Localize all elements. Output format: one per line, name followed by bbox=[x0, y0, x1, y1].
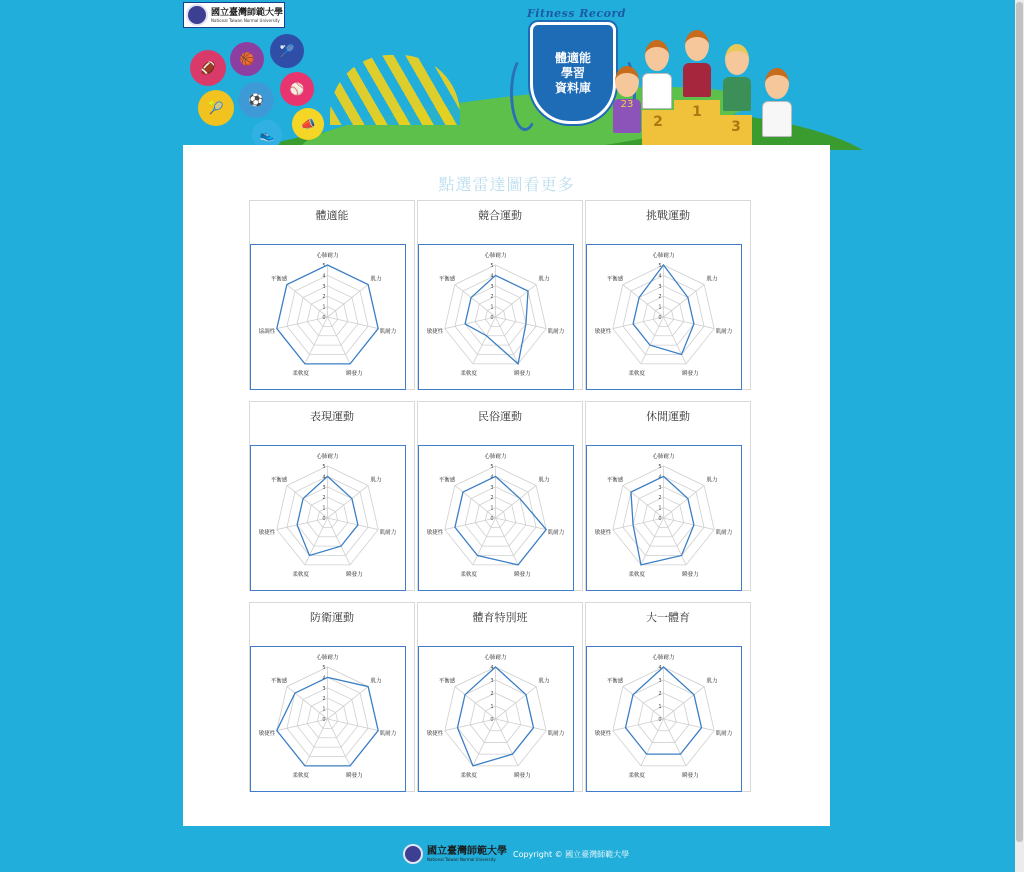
radar-scale-tick: 2 bbox=[490, 691, 494, 697]
chart-card bbox=[417, 200, 583, 390]
chart-card-title: 防衛運動 bbox=[310, 611, 354, 624]
radar-chart-link[interactable] bbox=[418, 646, 574, 792]
radar-chart bbox=[419, 245, 572, 388]
chart-card-title: 大一體育 bbox=[646, 611, 690, 624]
radar-scale-tick: 4 bbox=[490, 665, 494, 671]
chart-card bbox=[417, 401, 583, 591]
radar-chart bbox=[587, 245, 740, 388]
sneaker-icon: 👟 bbox=[252, 120, 282, 150]
radar-axis-label: 敏捷性 bbox=[426, 730, 444, 737]
radar-scale-tick: 5 bbox=[322, 263, 326, 269]
radar-chart bbox=[251, 647, 404, 790]
chart-card-title: 競合運動 bbox=[478, 209, 522, 222]
radar-axis-label: 肌耐力 bbox=[379, 328, 397, 335]
chart-card-title: 表現運動 bbox=[310, 410, 354, 423]
radar-scale-tick: 1 bbox=[490, 304, 494, 311]
radar-axis-label: 肌耐力 bbox=[379, 730, 397, 737]
radar-axis-label: 心肺耐力 bbox=[316, 253, 339, 259]
radar-axis-label: 瞬發力 bbox=[514, 370, 531, 377]
podium-second: 2 bbox=[642, 110, 674, 150]
radar-axis-label: 平衡感 bbox=[270, 477, 288, 484]
radar-scale-tick: 1 bbox=[658, 505, 662, 512]
athlete-basketball-figure: 23 bbox=[612, 66, 642, 133]
radar-axis-label: 肌力 bbox=[538, 276, 550, 283]
emblem-line-2: 學習 bbox=[560, 65, 585, 80]
radar-chart-link[interactable] bbox=[586, 646, 742, 792]
athlete-silver-figure bbox=[642, 40, 672, 109]
radar-axis-label: 平衡感 bbox=[270, 276, 288, 283]
radar-scale-tick: 5 bbox=[658, 263, 662, 269]
radar-axis-label: 平衡感 bbox=[606, 477, 624, 484]
radar-spoke bbox=[664, 317, 687, 364]
radar-axis-label: 柔軟度 bbox=[460, 772, 477, 779]
radar-axis-label: 柔軟度 bbox=[460, 571, 477, 578]
logo-name-en: National Taiwan Normal University bbox=[211, 17, 280, 23]
radar-scale-tick: 4 bbox=[490, 273, 494, 280]
radar-scale-tick: 2 bbox=[658, 294, 662, 301]
radar-scale-tick: 2 bbox=[490, 495, 494, 502]
radar-scale-tick: 1 bbox=[658, 304, 662, 311]
radar-axis-label: 心肺耐力 bbox=[484, 253, 507, 259]
radar-scale-tick: 1 bbox=[490, 704, 494, 710]
radar-scale-tick: 5 bbox=[658, 464, 662, 470]
footer-copyright: Copyright © 國立臺灣師範大學 bbox=[513, 849, 630, 859]
radar-spoke bbox=[641, 518, 664, 565]
radar-axis-label: 柔軟度 bbox=[628, 571, 645, 578]
radar-scale-tick: 0 bbox=[658, 315, 662, 321]
header-banner bbox=[0, 0, 1015, 150]
radar-spoke bbox=[305, 317, 328, 364]
radar-axis-label: 肌耐力 bbox=[715, 730, 733, 737]
podium-first: 1 bbox=[674, 100, 720, 150]
radar-spoke bbox=[664, 518, 687, 565]
radar-scale-tick: 1 bbox=[322, 706, 326, 713]
radar-axis-label: 平衡感 bbox=[438, 276, 456, 283]
footer-logo-zh: 國立臺灣師範大學 bbox=[427, 846, 507, 857]
radar-scale-tick: 5 bbox=[322, 665, 326, 671]
radar-scale-tick: 3 bbox=[490, 678, 494, 684]
radar-axis-label: 平衡感 bbox=[438, 477, 456, 484]
radar-axis-label: 心肺耐力 bbox=[484, 454, 507, 460]
footer-seal-icon bbox=[403, 844, 423, 864]
logo-name-zh: 國立臺灣師範大學 bbox=[211, 7, 284, 18]
radar-chart-link[interactable] bbox=[586, 244, 742, 390]
radar-scale-tick: 2 bbox=[322, 495, 326, 502]
chart-card bbox=[585, 200, 751, 390]
radar-chart-link[interactable] bbox=[586, 445, 742, 591]
emblem-title: Fitness Record bbox=[527, 7, 626, 20]
footer-logo-en: National Taiwan Normal University bbox=[427, 857, 496, 862]
radar-axis-label: 敏捷性 bbox=[426, 529, 444, 536]
radar-axis-label: 平衡感 bbox=[270, 678, 288, 685]
radar-spoke bbox=[496, 518, 519, 565]
radar-axis-label: 肌耐力 bbox=[715, 529, 733, 536]
radar-scale-tick: 1 bbox=[322, 505, 326, 512]
radar-axis-label: 敏捷性 bbox=[426, 328, 444, 335]
footer bbox=[403, 842, 629, 866]
radar-scale-tick: 1 bbox=[658, 704, 662, 710]
radar-scale-tick: 2 bbox=[490, 294, 494, 301]
radar-scale-tick: 2 bbox=[322, 696, 326, 703]
university-seal-icon bbox=[186, 4, 208, 26]
chart-card bbox=[585, 401, 751, 591]
radar-chart bbox=[251, 245, 404, 388]
radar-scale-tick: 4 bbox=[322, 675, 326, 682]
chart-card bbox=[249, 200, 415, 390]
radar-axis-label: 敏捷性 bbox=[258, 529, 276, 536]
radar-axis-label: 肌力 bbox=[706, 477, 718, 484]
radar-scale-tick: 4 bbox=[658, 665, 662, 671]
radar-scale-tick: 0 bbox=[490, 516, 494, 522]
radar-scale-tick: 3 bbox=[322, 685, 326, 692]
radar-scale-tick: 2 bbox=[658, 495, 662, 502]
athlete-coach-figure bbox=[762, 68, 792, 137]
radar-chart bbox=[419, 446, 572, 589]
radar-scale-tick: 3 bbox=[490, 484, 494, 491]
radar-scale-tick: 3 bbox=[658, 484, 662, 491]
whistle-icon: 📣 bbox=[292, 108, 324, 140]
radar-axis-label: 肌耐力 bbox=[715, 328, 733, 335]
athlete-bronze-figure bbox=[722, 44, 752, 111]
radar-axis-label: 心肺耐力 bbox=[484, 655, 507, 661]
radar-scale-tick: 0 bbox=[322, 717, 326, 723]
radar-axis-label: 協調性 bbox=[258, 328, 276, 335]
radar-axis-label: 瞬發力 bbox=[514, 772, 531, 779]
radar-spoke bbox=[641, 317, 664, 364]
radar-scale-tick: 3 bbox=[322, 283, 326, 290]
radar-scale-tick: 0 bbox=[490, 717, 494, 723]
radar-scale-tick: 0 bbox=[490, 315, 494, 321]
radar-axis-label: 肌力 bbox=[706, 678, 718, 685]
radar-scale-tick: 4 bbox=[490, 474, 494, 481]
main-panel bbox=[183, 145, 830, 826]
radar-axis-label: 心肺耐力 bbox=[316, 454, 339, 460]
radar-scale-tick: 2 bbox=[658, 691, 662, 697]
radar-scale-tick: 3 bbox=[658, 678, 662, 684]
radar-axis-label: 平衡感 bbox=[606, 276, 624, 283]
radar-axis-label: 肌耐力 bbox=[547, 529, 565, 536]
radar-axis-label: 瞬發力 bbox=[682, 571, 699, 578]
radar-axis-label: 心肺耐力 bbox=[316, 655, 339, 661]
rugby-ball-icon: 🏈 bbox=[190, 50, 226, 86]
radar-axis-label: 瞬發力 bbox=[682, 772, 699, 779]
university-logo[interactable] bbox=[183, 2, 285, 28]
radar-spoke bbox=[496, 317, 519, 364]
radar-scale-tick: 0 bbox=[658, 717, 662, 723]
radar-axis-label: 肌力 bbox=[370, 477, 382, 484]
radar-axis-label: 肌力 bbox=[370, 678, 382, 685]
radar-axis-label: 敏捷性 bbox=[594, 328, 612, 335]
radar-scale-tick: 4 bbox=[658, 273, 662, 280]
radar-axis-label: 平衡感 bbox=[606, 678, 624, 685]
radar-chart-link[interactable] bbox=[418, 445, 574, 591]
shuttlecock-icon: 🏸 bbox=[270, 34, 304, 68]
radar-axis-label: 心肺耐力 bbox=[652, 454, 675, 460]
radar-scale-tick: 4 bbox=[658, 474, 662, 481]
radar-axis-label: 肌力 bbox=[538, 477, 550, 484]
radar-axis-label: 柔軟度 bbox=[292, 370, 309, 377]
radar-spoke bbox=[305, 719, 328, 766]
radar-spoke bbox=[473, 518, 496, 565]
radar-chart bbox=[419, 647, 572, 790]
radar-axis-label: 肌力 bbox=[706, 276, 718, 283]
radar-axis-label: 瞬發力 bbox=[346, 772, 363, 779]
radar-scale-tick: 3 bbox=[490, 283, 494, 290]
radar-axis-label: 柔軟度 bbox=[292, 571, 309, 578]
radar-axis-label: 心肺耐力 bbox=[652, 655, 675, 661]
radar-scale-tick: 1 bbox=[490, 505, 494, 512]
radar-scale-tick: 0 bbox=[322, 315, 326, 321]
radar-axis-label: 敏捷性 bbox=[594, 529, 612, 536]
chart-card bbox=[585, 602, 751, 792]
radar-chart-link[interactable] bbox=[250, 244, 406, 390]
radar-axis-label: 肌力 bbox=[370, 276, 382, 283]
radar-spoke bbox=[305, 518, 328, 565]
radar-axis-label: 心肺耐力 bbox=[652, 253, 675, 259]
chart-card-title: 民俗運動 bbox=[478, 410, 522, 423]
chart-card bbox=[249, 602, 415, 792]
baseball-bat-icon: ⚾ bbox=[280, 72, 314, 106]
panel-title: 點選雷達圖看更多 bbox=[438, 175, 575, 194]
radar-chart bbox=[587, 647, 740, 790]
radar-spoke bbox=[328, 317, 351, 364]
soccer-ball-icon: ⚽ bbox=[238, 82, 274, 118]
radar-scale-tick: 4 bbox=[322, 474, 326, 481]
radar-scale-tick: 4 bbox=[322, 273, 326, 280]
radar-axis-label: 肌耐力 bbox=[379, 529, 397, 536]
emblem-line-1: 體適能 bbox=[554, 50, 591, 65]
chart-card bbox=[417, 602, 583, 792]
radar-scale-tick: 2 bbox=[322, 294, 326, 301]
radar-scale-tick: 3 bbox=[322, 484, 326, 491]
radar-axis-label: 柔軟度 bbox=[628, 772, 645, 779]
athlete-gold-figure bbox=[682, 30, 712, 97]
scrollbar-thumb[interactable] bbox=[1016, 2, 1023, 842]
chart-card-title: 挑戰運動 bbox=[646, 209, 690, 222]
radar-spoke bbox=[328, 719, 351, 766]
radar-scale-tick: 0 bbox=[322, 516, 326, 522]
emblem-line-3: 資料庫 bbox=[554, 80, 591, 95]
radar-scale-tick: 3 bbox=[658, 283, 662, 290]
chart-card-title: 休閒運動 bbox=[646, 410, 690, 423]
radar-axis-label: 柔軟度 bbox=[628, 370, 645, 377]
radar-scale-tick: 5 bbox=[322, 464, 326, 470]
chart-card bbox=[249, 401, 415, 591]
chart-card-title: 體育特別班 bbox=[472, 611, 528, 624]
sunburst-decoration bbox=[330, 55, 460, 125]
radar-chart bbox=[587, 446, 740, 589]
radar-axis-label: 柔軟度 bbox=[292, 772, 309, 779]
radar-axis-label: 瞬發力 bbox=[346, 370, 363, 377]
fitness-record-shield[interactable] bbox=[530, 22, 616, 124]
basketball-icon: 🏀 bbox=[230, 42, 264, 76]
radar-scale-tick: 5 bbox=[490, 464, 494, 470]
radar-axis-label: 肌耐力 bbox=[547, 328, 565, 335]
radar-scale-tick: 1 bbox=[322, 304, 326, 311]
radar-chart-link[interactable] bbox=[250, 646, 406, 792]
page-scrollbar[interactable] bbox=[1015, 0, 1024, 872]
radar-axis-label: 平衡感 bbox=[438, 678, 456, 685]
radar-axis-label: 敏捷性 bbox=[258, 730, 276, 737]
radar-axis-label: 敏捷性 bbox=[594, 730, 612, 737]
radar-chart bbox=[251, 446, 404, 589]
radar-axis-label: 肌力 bbox=[538, 678, 550, 685]
radar-chart-link[interactable] bbox=[250, 445, 406, 591]
radar-axis-label: 柔軟度 bbox=[460, 370, 477, 377]
radar-axis-label: 瞬發力 bbox=[682, 370, 699, 377]
radar-chart-link[interactable] bbox=[418, 244, 574, 390]
chart-card-title: 體適能 bbox=[315, 209, 349, 222]
radar-axis-label: 肌耐力 bbox=[547, 730, 565, 737]
radar-axis-label: 瞬發力 bbox=[514, 571, 531, 578]
radar-scale-tick: 0 bbox=[658, 516, 662, 522]
radar-spoke bbox=[328, 518, 351, 565]
tennis-racket-icon: 🎾 bbox=[198, 90, 234, 126]
radar-axis-label: 瞬發力 bbox=[346, 571, 363, 578]
radar-scale-tick: 5 bbox=[490, 263, 494, 269]
podium-third: 3 bbox=[720, 115, 752, 150]
